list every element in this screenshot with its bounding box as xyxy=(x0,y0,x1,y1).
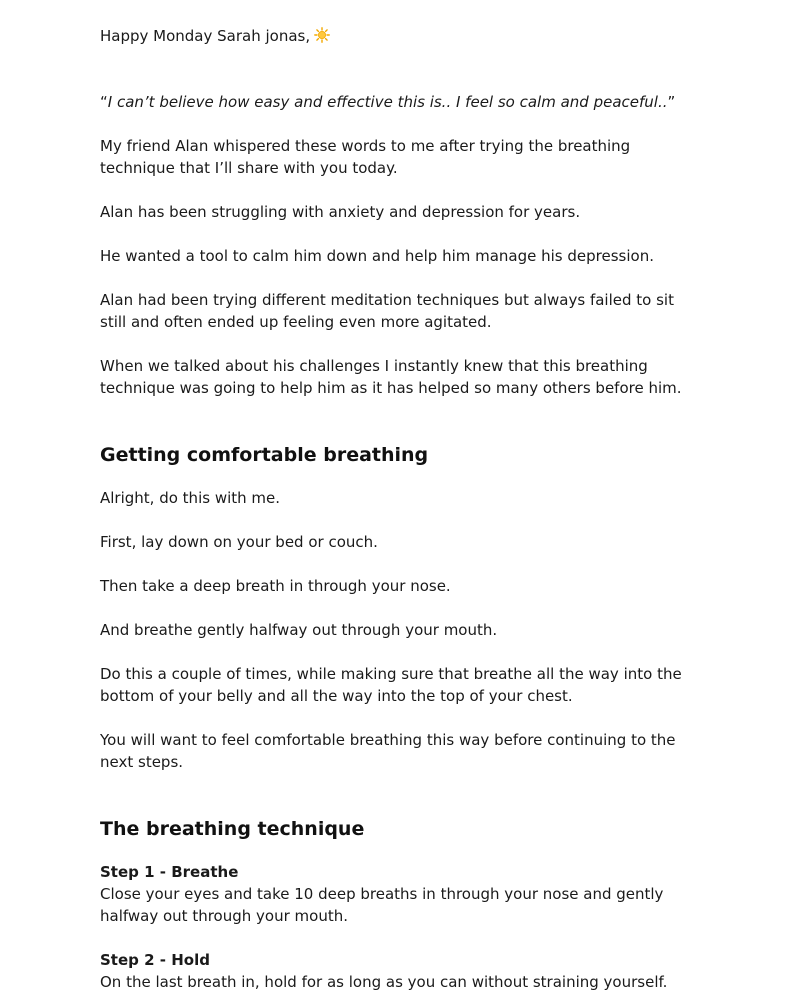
section1-paragraph: Then take a deep breath in through your nose. xyxy=(100,577,451,595)
intro-paragraph: Alan had been trying different meditation techniques but always failed to sit still and often ended up feeling even more agitated. xyxy=(100,291,674,331)
step-2 xyxy=(100,949,700,993)
email-body xyxy=(100,0,700,993)
section1-paragraph: Alright, do this with me. xyxy=(100,489,281,507)
greeting-text: Happy Monday Sarah jonas, xyxy=(100,27,311,45)
quote xyxy=(100,91,700,113)
step-1 xyxy=(100,861,700,927)
step-description: Close your eyes and take 10 deep breaths in through your nose and gently halfway out through your mouth. xyxy=(100,885,664,925)
step-title: Step 2 - Hold xyxy=(100,951,210,969)
section-heading-comfortable-breathing: Getting comfortable breathing xyxy=(100,444,429,466)
section1-paragraph: And breathe gently halfway out through your mouth. xyxy=(100,621,498,639)
intro-paragraph: When we talked about his challenges I instantly knew that this breathing technique was going to help him as it has helped so many others before him. xyxy=(100,357,682,397)
intro-paragraph: Alan has been struggling with anxiety and depression for years. xyxy=(100,203,581,221)
quote-text: I can’t believe how easy and effective this is.. I feel so calm and peaceful.. xyxy=(107,93,668,111)
step-title: Step 1 - Breathe xyxy=(100,863,239,881)
greeting-line xyxy=(100,25,700,47)
section1-paragraph: You will want to feel comfortable breathing this way before continuing to the next steps. xyxy=(100,731,676,771)
quote-open-mark: “ xyxy=(100,93,108,111)
section-heading-breathing-technique: The breathing technique xyxy=(100,818,365,840)
intro-paragraph: He wanted a tool to calm him down and help him manage his depression. xyxy=(100,247,654,265)
sun-icon xyxy=(314,27,330,43)
intro-paragraph: My friend Alan whispered these words to me after trying the breathing technique that I’ll share with you today. xyxy=(100,137,631,177)
quote-close-mark: ” xyxy=(667,93,676,111)
section1-paragraph: Do this a couple of times, while making sure that breathe all the way into the bottom of your belly and all the way into the top of your chest. xyxy=(100,665,682,705)
step-description: On the last breath in, hold for as long as you can without straining yourself. xyxy=(100,973,668,991)
section1-paragraph: First, lay down on your bed or couch. xyxy=(100,533,378,551)
